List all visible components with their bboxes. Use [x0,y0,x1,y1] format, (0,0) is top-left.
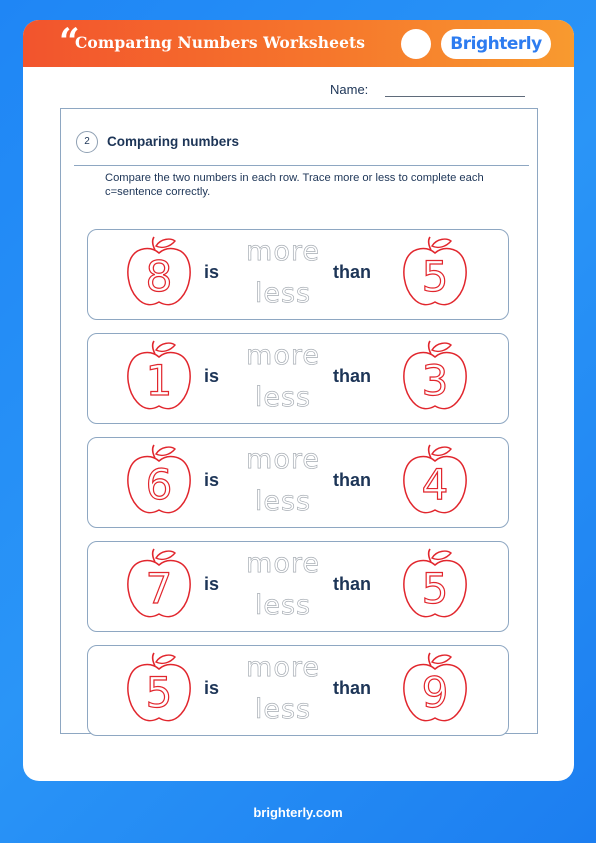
apple-icon [125,236,193,308]
apple-number: 9 [421,668,449,717]
trace-less-text[interactable]: less [254,486,312,517]
footer-url[interactable]: brighterly.com [253,805,343,820]
name-input-line[interactable] [385,96,525,97]
step-number-badge: 2 [76,131,98,153]
apple-number: 5 [145,668,173,717]
word-is: is [204,574,220,594]
comparison-row [87,541,509,632]
quote-mark-icon: “ [59,21,80,63]
word-than: than [333,366,371,386]
word-is: is [204,470,220,490]
apple-icon [125,548,193,620]
apple-icon [401,652,469,724]
apple-number: 5 [421,252,449,301]
apple-number: 3 [421,356,449,405]
apple-icon [401,548,469,620]
instructions-text: Compare the two numbers in each row. Trace more or less to complete each c=sentence correctly. [105,172,484,198]
apple-icon [125,340,193,412]
worksheet-card [23,20,574,781]
apple-number: 6 [145,460,173,509]
word-than: than [333,678,371,698]
word-than: than [333,262,371,282]
apple-number: 4 [421,460,449,509]
word-is: is [204,678,220,698]
trace-more-text[interactable]: more [246,340,320,371]
name-label: Name: [330,82,369,97]
apple-icon [401,236,469,308]
worksheet-title: Comparing Numbers Worksheets [75,33,366,52]
apple-icon [401,340,469,412]
trace-less-text[interactable]: less [254,694,312,725]
word-is: is [204,366,220,386]
apple-number: 7 [145,564,173,613]
trace-more-text[interactable]: more [246,652,320,683]
brighterly-logo[interactable] [441,29,551,59]
trace-less-text[interactable]: less [254,382,312,413]
trace-more-text[interactable]: more [246,548,320,579]
logo-text: Brighterly [450,34,542,54]
word-than: than [333,470,371,490]
trace-more-text[interactable]: more [246,444,320,475]
apple-number: 5 [421,564,449,613]
trace-less-text[interactable]: less [254,278,312,309]
divider [74,165,529,166]
comparison-row [87,645,509,736]
apple-icon [125,444,193,516]
section-title: Comparing numbers [107,134,240,149]
exercise-frame [60,108,538,734]
trace-less-text[interactable]: less [254,590,312,621]
header-banner [23,20,574,67]
apple-icon [125,652,193,724]
word-is: is [204,262,220,282]
apple-number: 1 [145,356,173,405]
comparison-row [87,229,509,320]
circle-icon [401,29,431,59]
trace-more-text[interactable]: more [246,236,320,267]
comparison-row [87,437,509,528]
apple-icon [401,444,469,516]
word-than: than [333,574,371,594]
comparison-row [87,333,509,424]
apple-number: 8 [145,252,173,301]
